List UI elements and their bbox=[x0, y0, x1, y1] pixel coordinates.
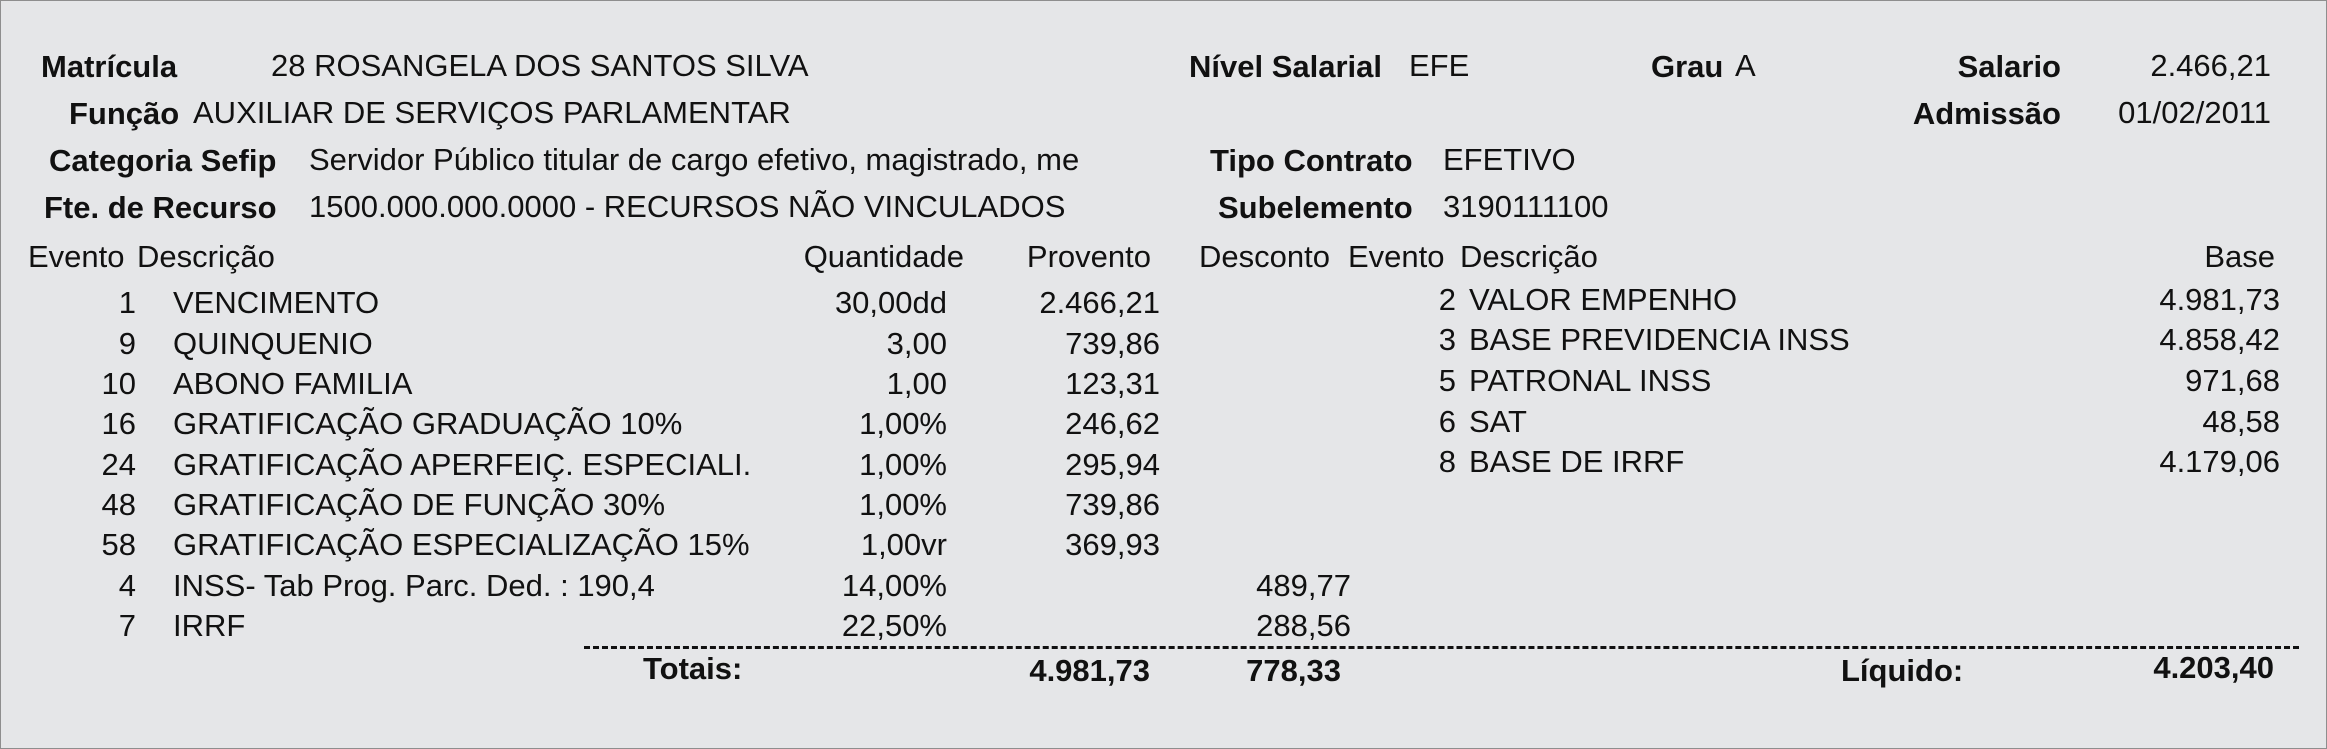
evento-qty: 1,00% bbox=[859, 447, 947, 482]
col-quantidade: Quantidade bbox=[803, 239, 964, 274]
base-desc: SAT bbox=[1469, 404, 1527, 439]
evento-code: 4 bbox=[118, 568, 136, 603]
salario-value: 2.466,21 bbox=[2150, 48, 2271, 83]
grau-value: A bbox=[1735, 48, 1756, 83]
totals-label: Totais: bbox=[643, 651, 743, 686]
subelemento-label: Subelemento bbox=[1218, 190, 1413, 225]
col-desconto: Desconto bbox=[1199, 239, 1330, 274]
fonte-recurso-label: Fte. de Recurso bbox=[44, 190, 277, 225]
evento-desconto bbox=[1181, 366, 1351, 402]
col-descricao: Descrição bbox=[137, 239, 275, 274]
evento-qty: 1,00% bbox=[859, 487, 947, 522]
totals-provento: 4.981,73 bbox=[1029, 653, 1150, 688]
evento-code: 58 bbox=[101, 527, 136, 562]
col-descricao-base: Descrição bbox=[1460, 239, 1598, 274]
evento-code: 48 bbox=[101, 487, 136, 522]
base-value: 48,58 bbox=[2202, 404, 2280, 439]
base-desc: VALOR EMPENHO bbox=[1469, 282, 1738, 317]
evento-code: 10 bbox=[101, 366, 136, 401]
evento-code: 7 bbox=[118, 608, 136, 643]
evento-desconto bbox=[1181, 487, 1351, 523]
nivel-salarial-value: EFE bbox=[1409, 48, 1470, 83]
evento-provento bbox=[991, 608, 1160, 644]
evento-provento: 2.466,21 bbox=[1039, 285, 1160, 320]
tipo-contrato-label: Tipo Contrato bbox=[1210, 143, 1413, 178]
fonte-recurso-value: 1500.000.000.0000 - RECURSOS NÃO VINCULADOS bbox=[309, 189, 1066, 224]
evento-desc: ABONO FAMILIA bbox=[173, 366, 413, 401]
col-base: Base bbox=[2204, 239, 2275, 274]
categoria-sefip-label: Categoria Sefip bbox=[49, 143, 277, 178]
matricula-value: 28 ROSANGELA DOS SANTOS SILVA bbox=[271, 48, 809, 83]
tipo-contrato-value: EFETIVO bbox=[1443, 142, 1576, 177]
grau-label: Grau bbox=[1651, 49, 1724, 84]
evento-desconto: 288,56 bbox=[1256, 608, 1351, 643]
evento-provento: 739,86 bbox=[1065, 487, 1160, 522]
evento-provento: 246,62 bbox=[1065, 406, 1160, 441]
evento-qty: 3,00 bbox=[886, 326, 947, 361]
col-evento: Evento bbox=[28, 239, 125, 274]
matricula-label: Matrícula bbox=[41, 49, 178, 84]
evento-code: 1 bbox=[118, 285, 136, 320]
evento-desconto: 489,77 bbox=[1256, 568, 1351, 603]
evento-desc: INSS- Tab Prog. Parc. Ded. : 190,4 bbox=[173, 568, 655, 603]
funcao-label: Função bbox=[69, 96, 180, 131]
salario-label: Salario bbox=[1957, 49, 2061, 84]
funcao-value: AUXILIAR DE SERVIÇOS PARLAMENTAR bbox=[193, 95, 791, 130]
evento-code: 9 bbox=[118, 326, 136, 361]
base-code: 3 bbox=[1438, 322, 1456, 357]
evento-desc: GRATIFICAÇÃO DE FUNÇÃO 30% bbox=[173, 487, 666, 522]
base-value: 4.981,73 bbox=[2159, 282, 2280, 317]
subelemento-value: 3190111100 bbox=[1443, 189, 1609, 224]
admissao-label: Admissão bbox=[1912, 96, 2061, 131]
categoria-sefip-value: Servidor Público titular de cargo efetivo, magistrado, me bbox=[309, 142, 1080, 177]
evento-provento: 369,93 bbox=[1065, 527, 1160, 562]
evento-qty: 22,50% bbox=[841, 608, 947, 643]
totals-desconto: 778,33 bbox=[1246, 653, 1341, 688]
liquido-value: 4.203,40 bbox=[2153, 650, 2274, 685]
base-desc: BASE DE IRRF bbox=[1469, 444, 1685, 479]
base-value: 971,68 bbox=[2185, 363, 2280, 398]
evento-desconto bbox=[1181, 326, 1351, 362]
admissao-value: 01/02/2011 bbox=[2118, 95, 2271, 130]
evento-code: 24 bbox=[101, 447, 136, 482]
evento-qty: 1,00% bbox=[859, 406, 947, 441]
evento-desc: QUINQUENIO bbox=[173, 326, 373, 361]
base-value: 4.858,42 bbox=[2159, 322, 2280, 357]
base-code: 6 bbox=[1438, 404, 1456, 439]
base-desc: BASE PREVIDENCIA INSS bbox=[1469, 322, 1850, 357]
evento-desc: GRATIFICAÇÃO ESPECIALIZAÇÃO 15% bbox=[173, 527, 750, 562]
base-code: 8 bbox=[1438, 444, 1456, 479]
evento-provento: 123,31 bbox=[1065, 366, 1160, 401]
base-code: 2 bbox=[1438, 282, 1456, 317]
base-value: 4.179,06 bbox=[2159, 444, 2280, 479]
evento-desc: IRRF bbox=[173, 608, 246, 643]
evento-desconto bbox=[1181, 406, 1351, 442]
evento-desconto bbox=[1181, 447, 1351, 483]
evento-qty: 1,00vr bbox=[860, 527, 947, 562]
nivel-salarial-label: Nível Salarial bbox=[1189, 49, 1383, 84]
totals-divider bbox=[584, 646, 2299, 649]
evento-qty: 30,00dd bbox=[834, 285, 947, 320]
col-evento-base: Evento bbox=[1348, 239, 1445, 274]
evento-provento bbox=[991, 568, 1160, 604]
evento-desc: GRATIFICAÇÃO APERFEIÇ. ESPECIALI. bbox=[173, 447, 752, 482]
base-desc: PATRONAL INSS bbox=[1469, 363, 1712, 398]
evento-desconto bbox=[1181, 527, 1351, 563]
base-code: 5 bbox=[1438, 363, 1456, 398]
evento-provento: 295,94 bbox=[1065, 447, 1160, 482]
evento-desconto bbox=[1181, 285, 1351, 321]
evento-qty: 1,00 bbox=[886, 366, 947, 401]
col-provento: Provento bbox=[1026, 239, 1151, 274]
evento-desc: GRATIFICAÇÃO GRADUAÇÃO 10% bbox=[173, 406, 683, 441]
evento-qty: 14,00% bbox=[841, 568, 947, 603]
evento-code: 16 bbox=[101, 406, 136, 441]
evento-desc: VENCIMENTO bbox=[173, 285, 380, 320]
evento-provento: 739,86 bbox=[1065, 326, 1160, 361]
liquido-label: Líquido: bbox=[1841, 653, 1964, 688]
